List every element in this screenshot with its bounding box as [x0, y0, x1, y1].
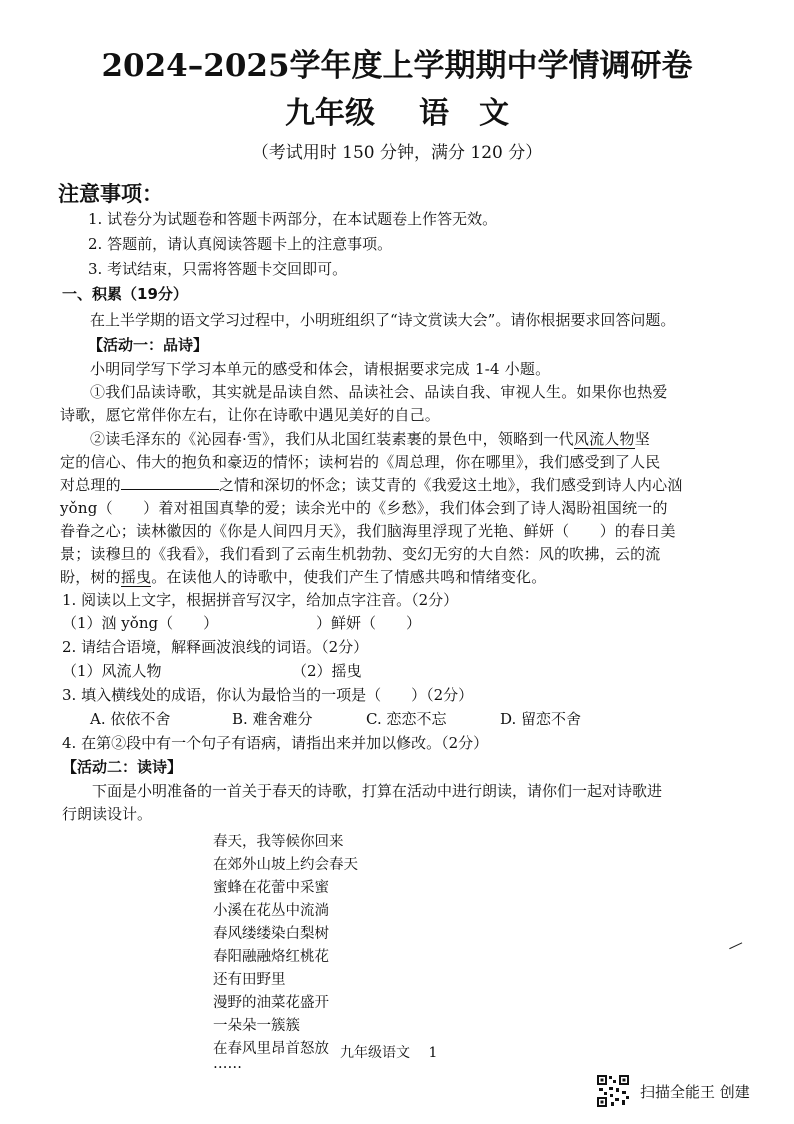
question-2: 2. 请结合语境，解释画波浪线的词语。（2分） [62, 638, 369, 656]
passage-p1-line: 诗歌，愿它常伴你左右，让你在诗歌中遇见美好的自己。 [60, 406, 441, 424]
grade: 九年级 [285, 96, 375, 131]
poem-line: 蜜蜂在花蕾中采蜜 [213, 880, 329, 896]
fill-blank [121, 475, 219, 490]
poem-line: 小溪在花丛中流淌 [213, 903, 329, 919]
activity1-heading: 【活动一：品诗】 [88, 336, 209, 354]
poem-line: 还有田野里 [213, 972, 286, 988]
passage-text: ②读毛泽东的《沁园春·雪》，我们从北国红装素裹的景色中，领略到一代 [90, 430, 574, 448]
activity2-text: 下面是小明准备的一首关于春天的诗歌，打算在活动中进行朗读，请你们一起对诗歌进 [92, 782, 663, 800]
passage-p2-line: yǒng（ ）着对祖国真挚的爱；读余光中的《乡愁》，我们体会到了诗人渴盼祖国统一的 [60, 499, 668, 517]
q1-part-1: （1）汹 yǒng（ ） [62, 614, 219, 632]
section-intro: 在上半学期的语文学习过程中，小明班组织了“诗文赏读大会”。请你根据要求回答问题。 [90, 311, 676, 329]
grade-subject [0, 88, 794, 132]
poem-line: 春阳融融烙红桃花 [213, 949, 329, 965]
passage-text: 盼，树的 [60, 568, 121, 586]
exam-title: 2024–2025学年度上学期期中学情调研卷 [101, 48, 693, 84]
q1-part-2: ）鲜妍（ ） [316, 614, 422, 632]
poem-line: 一朵朵一簇簇 [213, 1018, 300, 1034]
question-3: 3. 填入横线处的成语，你认为最恰当的一项是（ ）（2分） [62, 686, 474, 704]
notice-item: 1. 试卷分为试题卷和答题卡两部分，在本试题卷上作答无效。 [88, 210, 498, 228]
passage-p2-line: 眷眷之心；读林徽因的《你是人间四月天》，我们脑海里浮现了光艳、鲜妍（ ）的春日美 [60, 522, 676, 540]
poem-line: 漫野的油菜花盛开 [213, 995, 329, 1011]
q3-option-d: D. 留恋不舍 [500, 710, 582, 728]
page-footer: 九年级语文 1 [340, 1045, 438, 1061]
passage-p2-line: 景；读穆旦的《我看》，我们看到了云南生机勃勃、变幻无穷的大自然：风的吹拂，云的流 [60, 545, 661, 563]
scanner-watermark: 扫描全能王 创建 [640, 1083, 750, 1101]
exam-info: （考试用时 150 分钟，满分 120 分） [251, 143, 543, 163]
poem-line: 春风缕缕染白梨树 [213, 926, 329, 942]
notice-item: 2. 答题前，请认真阅读答题卡上的注意事项。 [88, 235, 393, 253]
passage-p2-line [90, 428, 650, 449]
poem-ellipsis: …… [213, 1056, 242, 1072]
subject: 语 文 [419, 96, 509, 131]
underlined-term: 摇曳 [120, 568, 152, 586]
poem-line: 在春风里昂首怒放 [213, 1041, 329, 1057]
stray-mark [729, 942, 745, 954]
poem-line: 在郊外山坡上约会春天 [213, 857, 358, 873]
notice-item: 3. 考试结束，只需将答题卡交回即可。 [88, 260, 348, 278]
passage-text: 对总理的 [60, 476, 121, 494]
section-heading: 一、积累（19分） [62, 285, 188, 303]
passage-lead: 小明同学写下学习本单元的感受和体会，请根据要求完成 1-4 小题。 [90, 360, 551, 378]
passage-text: 。在读他人的诗歌中，使我们产生了情感共鸣和情绪变化。 [151, 568, 547, 586]
qr-code-icon [596, 1074, 630, 1108]
q2-part-2: （2）摇曳 [292, 662, 362, 680]
q3-option-a: A. 依依不舍 [90, 710, 171, 728]
q3-option-b: B. 难舍难分 [232, 710, 313, 728]
question-4: 4. 在第②段中有一个句子有语病，请指出来并加以修改。（2分） [62, 734, 489, 752]
passage-p2-line: 定的信心、伟大的抱负和豪迈的情怀；读柯岩的《周总理，你在哪里》，我们感受到了人民 [60, 453, 661, 471]
passage-text: 之情和深切的怀念；读艾青的《我爱这土地》，我们感受到诗人内心汹 [218, 476, 683, 494]
q3-option-c: C. 恋恋不忘 [366, 710, 447, 728]
question-1: 1. 阅读以上文字，根据拼音写汉字，给加点字注音。（2分） [62, 591, 459, 609]
activity2-text: 行朗读设计。 [62, 805, 153, 823]
passage-p2-line [60, 566, 546, 587]
poem-line: 春天，我等候你回来 [213, 834, 344, 850]
activity2-heading: 【活动二：读诗】 [62, 758, 183, 776]
passage-p1-line: ①我们品读诗歌，其实就是品读自然、品读社会、品读自我、审视人生。如果你也热爱 [90, 383, 668, 401]
notice-heading: 注意事项： [58, 182, 163, 206]
passage-text: 坚 [634, 430, 650, 448]
passage-p2-line [60, 474, 683, 495]
underlined-term: 风流人物 [573, 430, 635, 448]
q2-part-1: （1）风流人物 [62, 662, 162, 680]
